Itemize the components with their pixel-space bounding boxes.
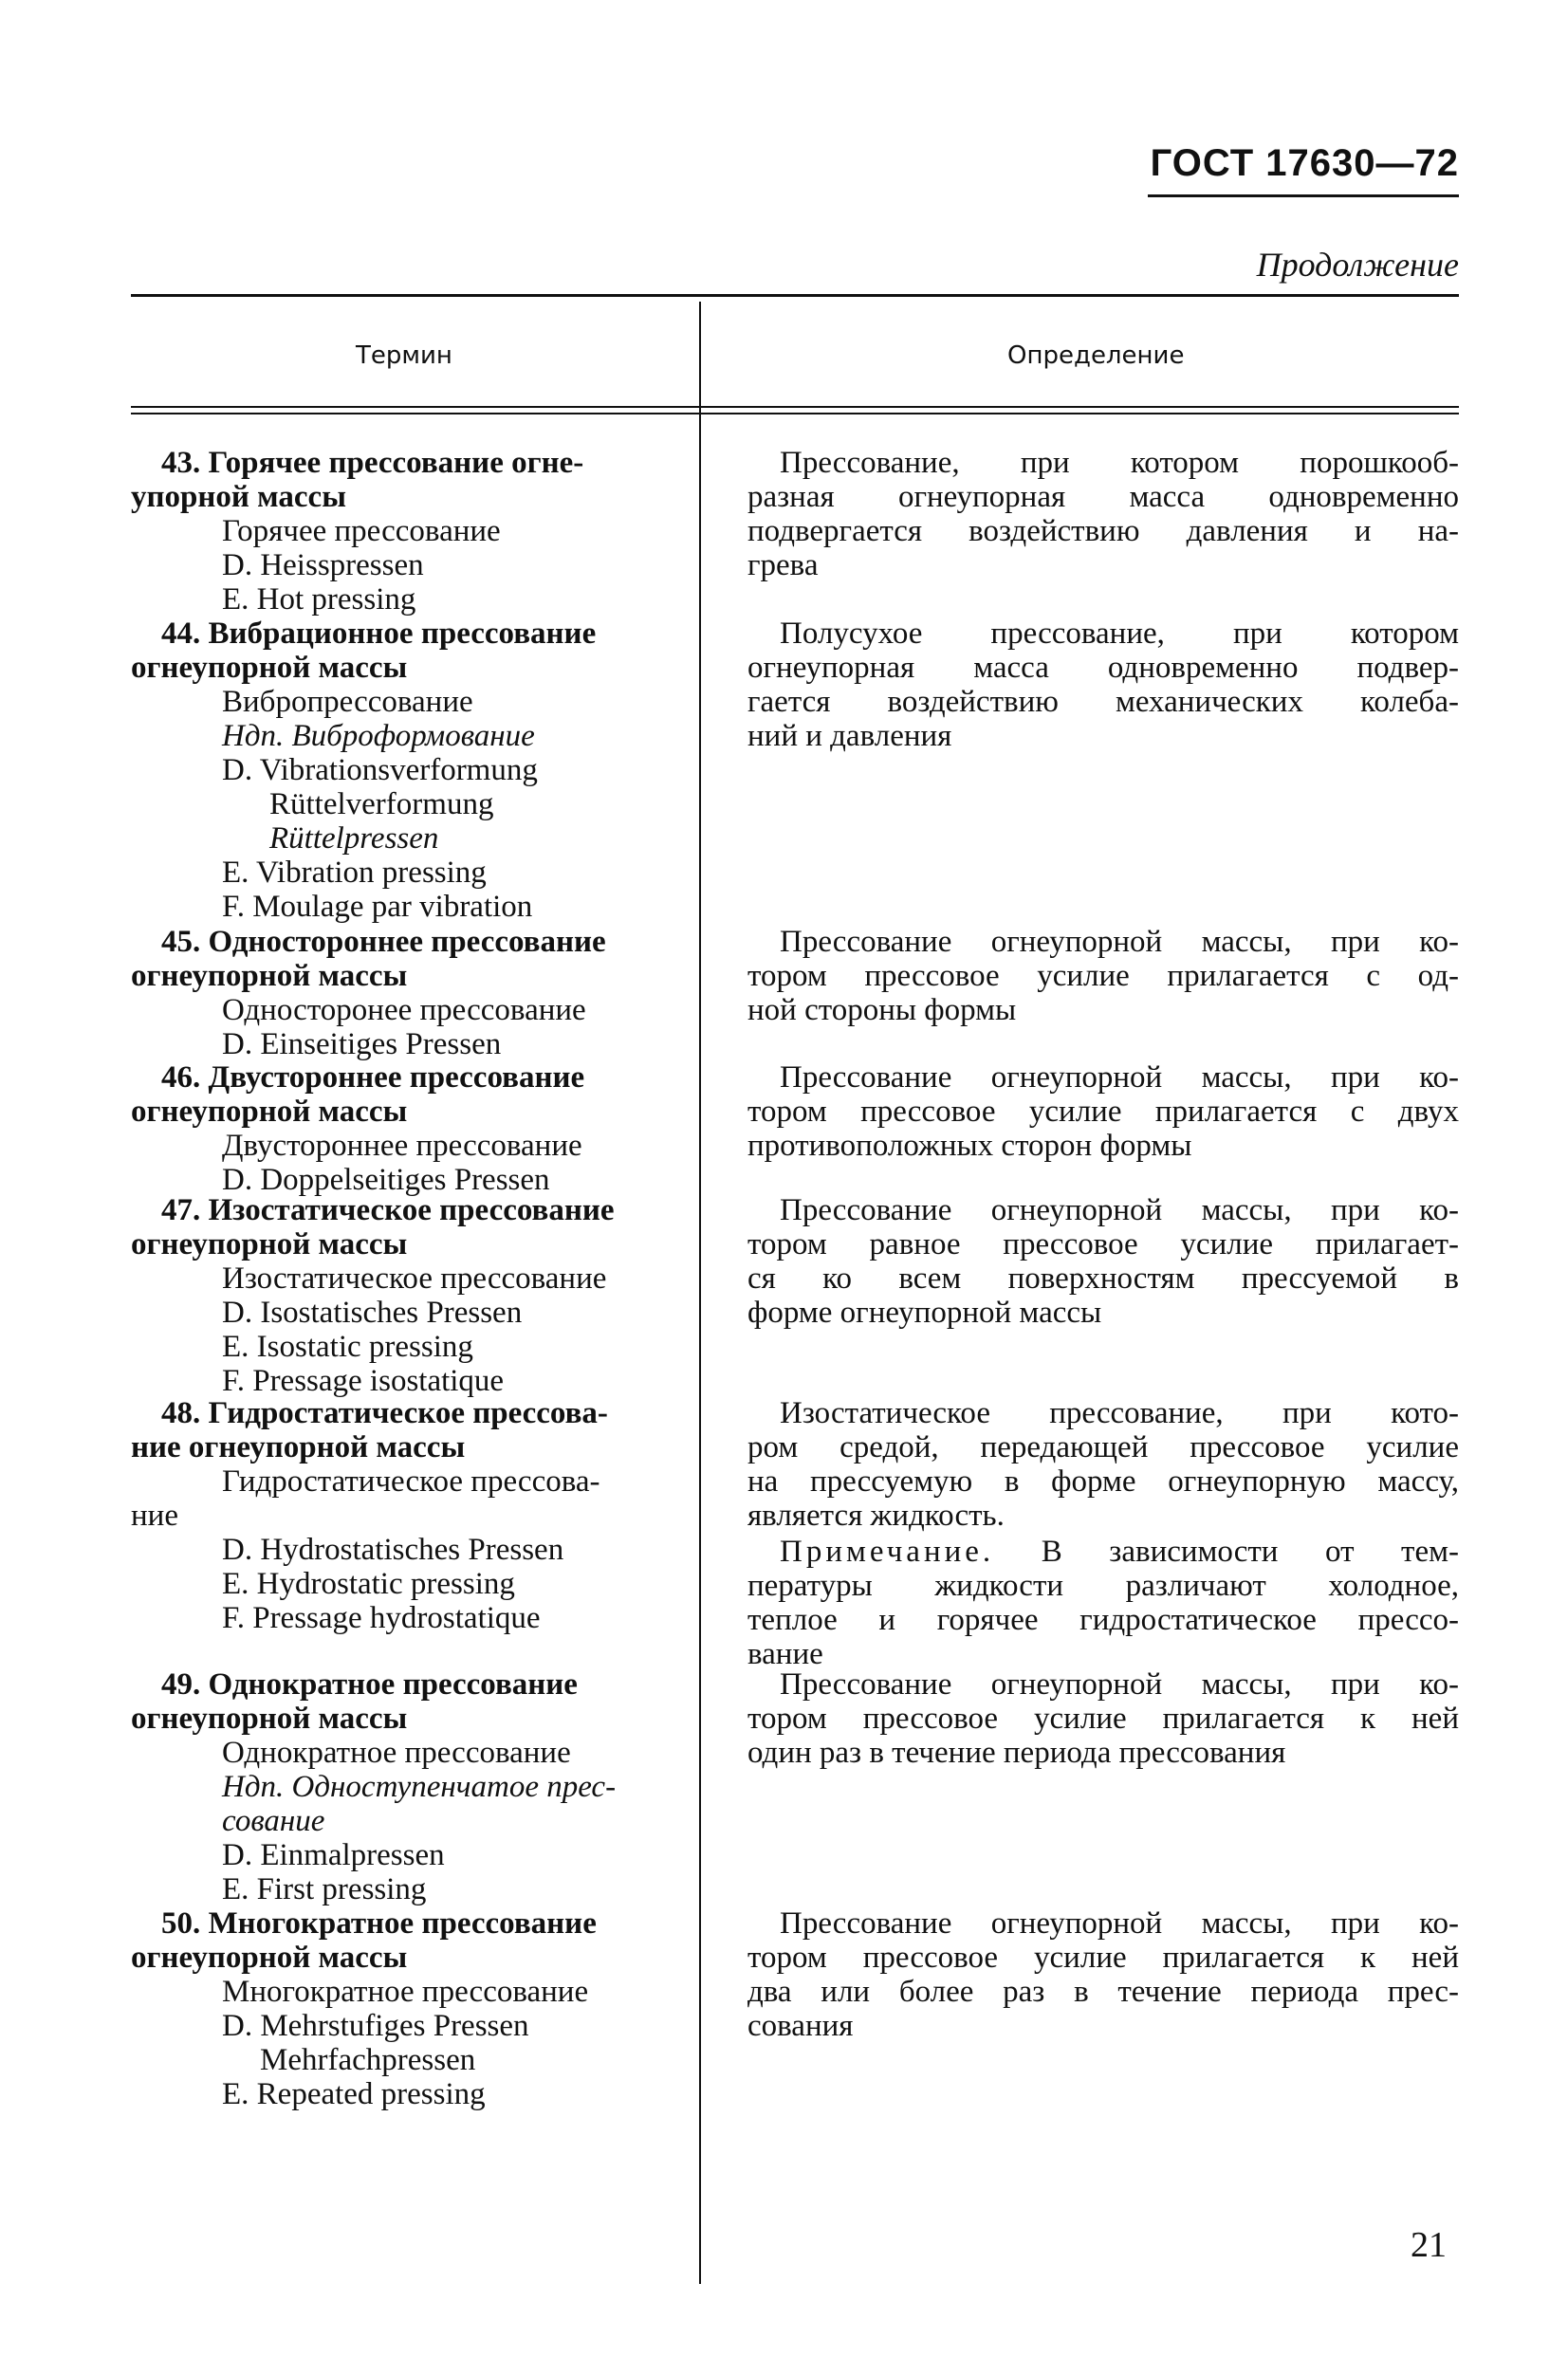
term-entry-45: 45. Одностороннее прессование огнеупорной массы Односторонее прессование D. Einseitiges Pressen xyxy=(131,925,606,1061)
definition-entry-45: Прессование огнеупорной массы, при ко- тором прессовое усилие прилагается с од- ной стороны формы xyxy=(747,925,1459,1027)
term-entry-47: 47. Изостатическое прессование огнеупорной массы Изостатическое прессование D. Isostatisches Pressen E. Isostatic pressing F. Pressage isostatique xyxy=(131,1193,615,1398)
term-entry-46: 46. Двустороннее прессование огнеупорной массы Двустороннее прессование D. Doppelseitiges Pressen xyxy=(131,1060,585,1197)
term-entry-48: 48. Гидростатическое прессова- ние огнеупорной массы Гидростатическое прессова- ние D. Hydrostatisches Pressen E. Hydrostatic pressing F. Pressage hydrostatique xyxy=(131,1396,608,1635)
definition-entry-50: Прессование огнеупорной массы, при ко- тором прессовое усилие прилагается к ней два или более раз в течение периода прес- сования xyxy=(747,1906,1459,2043)
note-label: Примечание. xyxy=(780,1535,995,1569)
table-top-rule xyxy=(131,294,1459,297)
document-title: ГОСТ 17630—72 xyxy=(1150,142,1459,184)
term-entry-44: 44. Вибрационное прессование огнеупорной массы Вибропрессование Ндп. Виброформование D. Vibrationsverformung Rüttelverformung Rüttelpressen E. Vibration pressing F. Moulage par vibration xyxy=(131,617,597,924)
page-number: 21 xyxy=(1411,2225,1447,2265)
column-header-term: Термин xyxy=(356,341,452,370)
column-header-definition: Определение xyxy=(1007,341,1185,370)
note-line: Примечание. В зависимости от тем- xyxy=(780,1535,1460,1569)
definition-entry-44: Полусухое прессование, при котором огнеупорная масса одновременно подвер- гается воздействию механических колеба- ний и давления xyxy=(747,617,1459,753)
definition-entry-46: Прессование огнеупорной массы, при ко- тором прессовое усилие прилагается с двух противоположных сторон формы xyxy=(747,1060,1459,1163)
definition-entry-49: Прессование огнеупорной массы, при ко- тором прессовое усилие прилагается к ней один раз в течение периода прессования xyxy=(747,1667,1459,1770)
table-header-rule-1 xyxy=(131,406,1459,408)
definition-entry-47: Прессование огнеупорной массы, при ко- тором равное прессовое усилие прилагает- ся ко всем поверхностям прессуемой в форме огнеупорной массы xyxy=(747,1193,1459,1330)
continuation-label: Продолжение xyxy=(1256,246,1459,284)
column-divider xyxy=(699,302,701,2284)
term-entry-49: 49. Однократное прессование огнеупорной массы Однократное прессование Ндп. Одноступенчатое прес- сование D. Einmalpressen E. First pressing xyxy=(131,1667,617,1906)
definition-entry-48: Изостатическое прессование, при кото- ром средой, передающей прессовое усилие на прессуемую в форме огнеупорную массу, является жидкость. Примечание. В зависимости от тем- пературы жидкости различают холодное, теплое и горячее гидростатическое прессо- вание xyxy=(747,1396,1460,1671)
definition-entry-43: Прессование, при котором порошкооб- разная огнеупорная масса одновременно подвергается воздействию давления и на- грева xyxy=(747,446,1459,582)
term-entry-50: 50. Многократное прессование огнеупорной массы Многократное прессование D. Mehrstufiges Pressen Mehrfachpressen E. Repeated pressing xyxy=(131,1906,597,2111)
title-underline xyxy=(1148,194,1459,197)
table-header-rule-2 xyxy=(131,413,1459,414)
term-entry-43: 43. Горячее прессование огне- упорной массы Горячее прессование D. Heisspressen E. Hot pressing xyxy=(131,446,584,617)
